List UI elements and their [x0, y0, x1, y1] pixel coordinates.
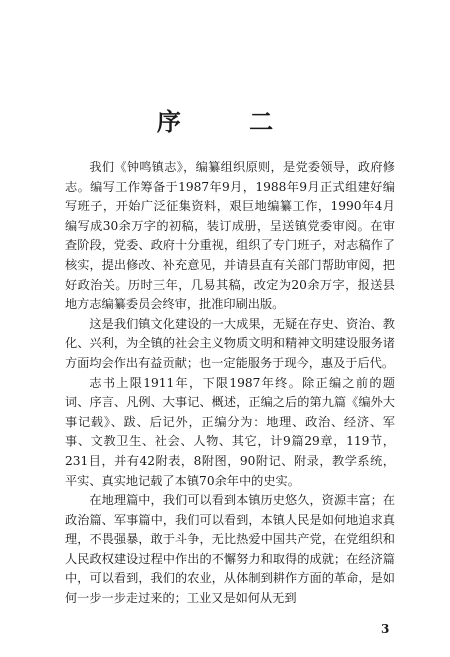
page-number: 3: [381, 622, 390, 636]
paragraph-1: 我们《钟鸣镇志》，编纂组织原则，是党委领导，政府修志。编写工作筹备于1987年9月，1988年9月正式组建好编写班子，开始广泛征集资料，艰巨地编纂工作，1990年4月编写成30余万字的初稿，装订成册，呈送镇党委审阅。在审查阶段，党委、政府十分重视，组织了专门班子，对志稿作了核实，提出修改、补充意见，并请县直有关部门帮助审阅，把好政治关。历时三年，几易其稿，改定为20余万字，报送县地方志编纂委员会终审，批准印刷出版。: [65, 160, 395, 312]
page-title: 序 二: [156, 107, 304, 136]
paragraph-2: 这是我们镇文化建设的一大成果，无疑在存史、资治、教化、兴利，为全镇的社会主义物质文明和精神文明建设服务诸方面均会作出有益贡献；也一定能服务于现今，惠及于后代。: [65, 316, 395, 370]
body-text: [65, 158, 395, 609]
paragraph-3: 志书上限1911年，下限1987年终。除正编之前的题词、序言、凡例、大事记、概述，正编之后的第九篇《编外大事记载》、跋、后记外，正编分为：地理、政治、经济、军事、文教卫生、社会、人物、其它，计9篇29章，119节，231目，并有42附表，8附图，90附记、附录，教学系统，平实、真实地记载了本镇70余年中的史实。: [65, 375, 395, 488]
paragraph-4: 在地理篇中，我们可以看到本镇历史悠久，资源丰富；在政治篇、军事篇中，我们可以看到，本镇人民是如何地追求真理，不畏强暴，敢于斗争，无比热爱中国共产党，在党组织和人民政权建设过程中作出的不懈努力和取得的成就；在经济篇中，可以看到，我们的农业，从体制到耕作方面的革命，是如何一步一步走过来的；工业又是如何从无到: [65, 493, 395, 606]
